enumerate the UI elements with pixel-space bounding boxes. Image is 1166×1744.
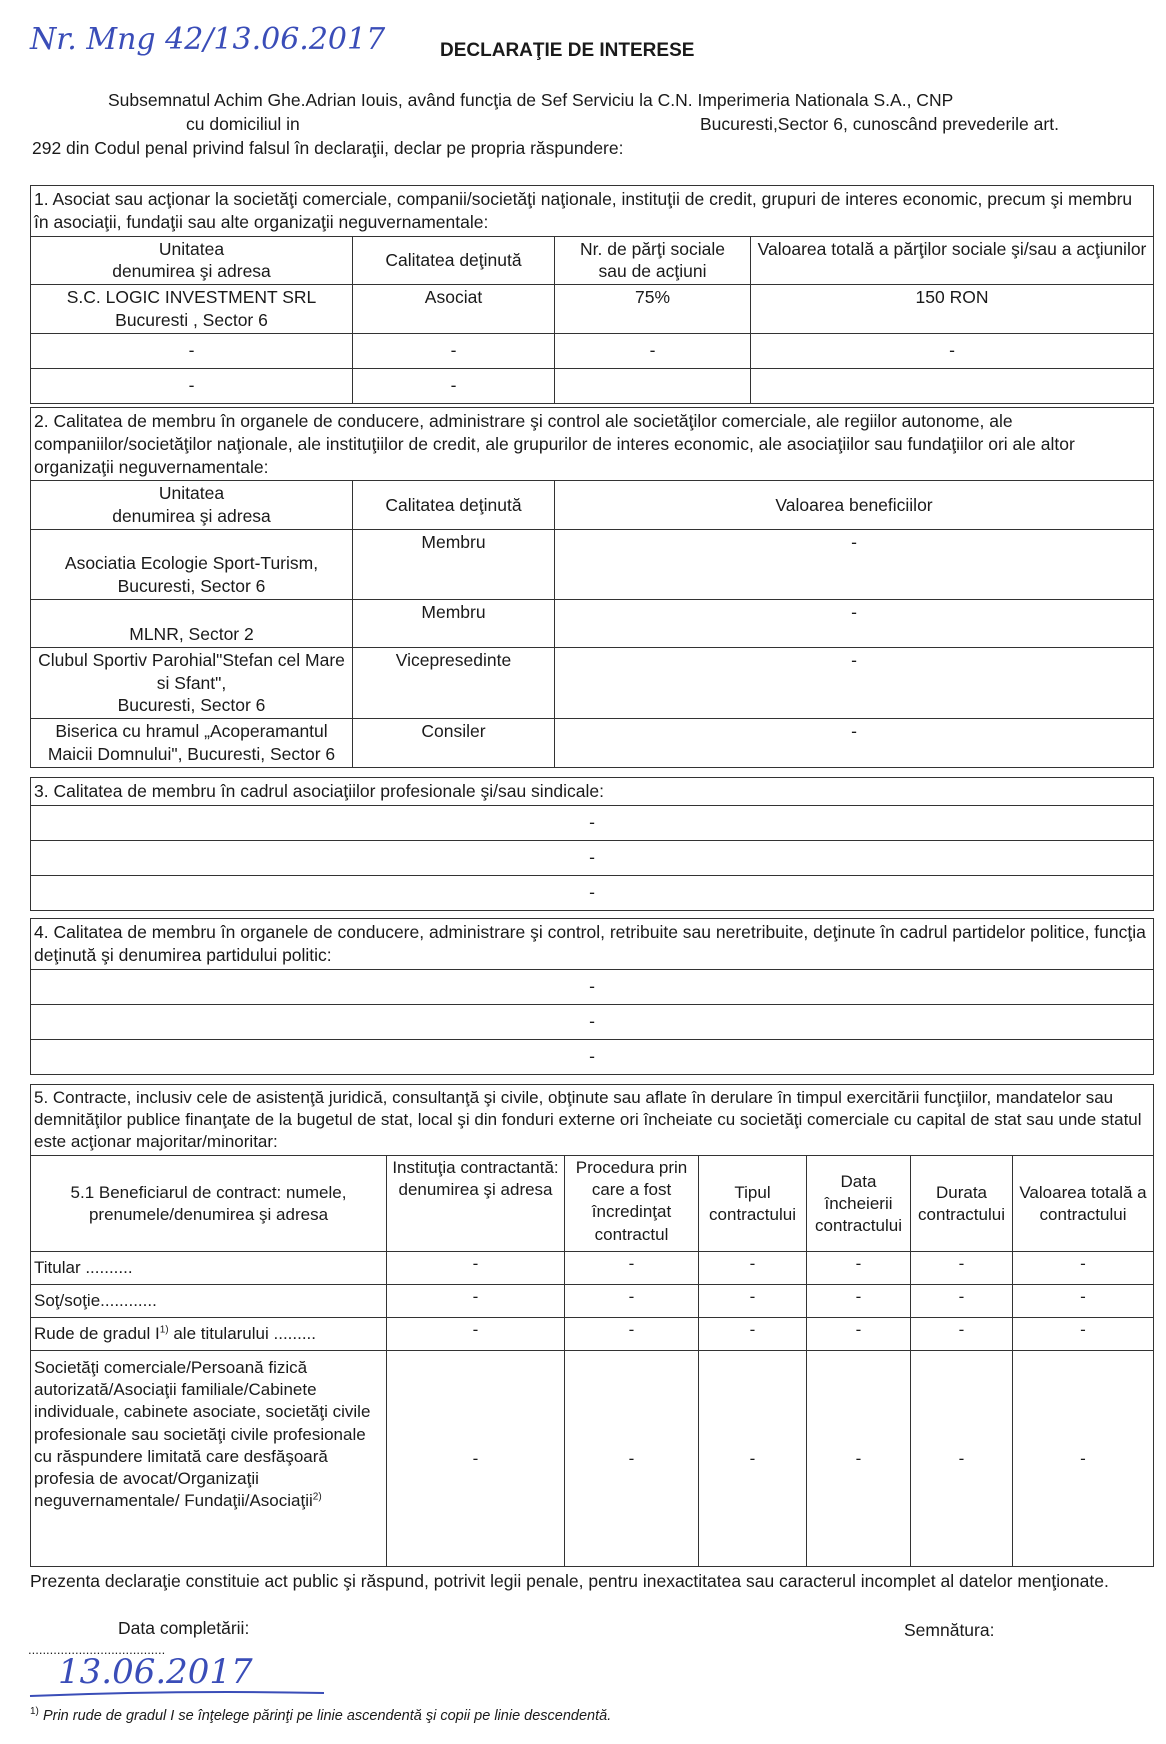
page-title: DECLARAŢIE DE INTERESE	[440, 40, 695, 61]
table-row	[31, 285, 1154, 334]
table-cell: -	[387, 1252, 565, 1285]
table-row	[31, 368, 1154, 403]
table-cell: -	[1013, 1318, 1154, 1351]
table-cell: -	[1013, 1252, 1154, 1285]
table-cell: -	[807, 1285, 911, 1318]
section-5	[30, 1084, 1154, 1567]
table-header: Valoarea beneficiilor	[555, 481, 1154, 530]
table-header-row	[31, 481, 1154, 530]
table-cell: -	[555, 719, 1154, 768]
table-row	[31, 1318, 1154, 1351]
section-4	[30, 918, 1154, 1075]
table-cell: S.C. LOGIC INVESTMENT SRL Bucuresti , Sector 6	[31, 285, 353, 334]
table-cell: -	[699, 1252, 807, 1285]
table-cell: -	[353, 368, 555, 403]
table-row	[31, 1351, 1154, 1567]
table-cell: -	[911, 1252, 1013, 1285]
table-header-row	[31, 1156, 1154, 1252]
section-2-table	[30, 480, 1154, 767]
table-cell: -	[565, 1252, 699, 1285]
table-header: Procedura prin care a fost încredinţat contractul	[565, 1156, 699, 1252]
table-header: Durata contractului	[911, 1156, 1013, 1252]
table-cell: -	[387, 1318, 565, 1351]
signature-label: Semnătura:	[904, 1620, 995, 1640]
table-cell: -	[31, 1039, 1154, 1074]
table-cell: -	[911, 1351, 1013, 1567]
table-cell: Asociat	[353, 285, 555, 334]
table-row	[31, 529, 1154, 599]
table-cell: -	[31, 875, 1154, 910]
table-header: Instituţia contractantă: denumirea şi adresa	[387, 1156, 565, 1252]
table-cell: -	[807, 1351, 911, 1567]
table-row	[31, 719, 1154, 768]
table-cell: -	[807, 1252, 911, 1285]
table-cell: -	[565, 1351, 699, 1567]
public-act-statement: Prezenta declaraţie constituie act public şi răspund, potrivit legii penale, pentru inexactitatea sau caracterul incomplet al datelor menţionate.	[30, 1571, 1109, 1591]
table-cell: -	[751, 333, 1154, 368]
table-cell	[555, 368, 751, 403]
section-3	[30, 777, 1154, 911]
intro-line-1: Subsemnatul Achim Ghe.Adrian Iouis, având funcţia de Sef Serviciu la C.N. Imperimeria Nationala S.A., CNP	[108, 90, 954, 110]
table-cell: -	[387, 1351, 565, 1567]
table-cell: -	[31, 333, 353, 368]
table-cell: -	[31, 368, 353, 403]
table-cell: Membru	[353, 599, 555, 647]
table-cell: -	[31, 805, 1154, 840]
table-cell	[751, 368, 1154, 403]
footnote-ref: 1)	[159, 1324, 169, 1336]
table-cell	[31, 1351, 387, 1567]
table-row	[31, 1004, 1154, 1039]
table-cell: Membru	[353, 529, 555, 599]
table-cell: Biserica cu hramul „Acoperamantul Maicii Domnului", Bucuresti, Sector 6	[31, 719, 353, 768]
table-cell: -	[353, 333, 555, 368]
companies-label: Societăţi comerciale/Persoană fizică autorizată/Asociaţii familiale/Cabinete individuale, cabinete asociate, societăţi civile profesionale sau societăţi civile profesionale cu răspundere limitată care desfăşoară profesia de avocat/Organizaţii neguvernamentale/ Fundaţii/Asociaţii	[34, 1358, 371, 1510]
table-row	[31, 969, 1154, 1004]
table-header: Valoarea totală a contractului	[1013, 1156, 1154, 1252]
table-cell: -	[565, 1285, 699, 1318]
section-2-heading: 2. Calitatea de membru în organele de conducere, administrare şi control ale societăţilor comerciale, ale regiilor autonome, ale companiilor/societăţilor naţionale, ale instituţiilor de credit, ale grupurilor de interes economic, ale asociaţiilor sau fundaţiilor ori ale altor organizaţii neguvernamentale:	[30, 407, 1154, 480]
date-dots: ......................................	[28, 1642, 166, 1657]
table-row	[31, 647, 1154, 718]
table-cell: -	[699, 1318, 807, 1351]
table-cell: Soţ/soţie............	[31, 1285, 387, 1318]
date-value: 13.06.2017	[58, 1652, 253, 1692]
table-cell: -	[31, 969, 1154, 1004]
table-header: Valoarea totală a părţilor sociale şi/sau a acţiunilor	[751, 236, 1154, 285]
table-cell: Asociatia Ecologie Sport-Turism, Bucuresti, Sector 6	[31, 529, 353, 599]
footnote-ref: 2)	[312, 1491, 322, 1503]
table-header: Calitatea deţinută	[353, 481, 555, 530]
registration-note: Nr. Mng 42/13.06.2017	[30, 22, 386, 57]
section-1	[30, 185, 1154, 404]
table-cell: -	[699, 1285, 807, 1318]
table-cell: -	[31, 1004, 1154, 1039]
section-5-heading: 5. Contracte, inclusiv cele de asistenţă juridică, consultanţă şi civile, obţinute sau aflate în derulare în timpul exercitării funcţiilor, mandatelor sau demnităţilor publice finanţate de la bugetul de stat, local şi din fonduri externe ori încheiate cu societăţi comerciale cu capital de stat sau unde statul este acţionar majoritar/minoritar:	[30, 1084, 1154, 1155]
intro-line-2-left: cu domiciliul in	[186, 114, 300, 134]
table-cell: 150 RON	[751, 285, 1154, 334]
date-label: Data completării:	[118, 1618, 250, 1638]
table-row	[31, 333, 1154, 368]
table-header: Calitatea deţinută	[353, 236, 555, 285]
section-3-table	[30, 805, 1154, 911]
table-cell: Vicepresedinte	[353, 647, 555, 718]
date-underline	[28, 1690, 328, 1700]
table-cell: -	[31, 840, 1154, 875]
table-header: Unitatea denumirea şi adresa	[31, 236, 353, 285]
table-cell: -	[555, 647, 1154, 718]
relatives-label: Rude de gradul I	[34, 1324, 160, 1344]
table-cell: -	[555, 529, 1154, 599]
intro-line-3: 292 din Codul penal privind falsul în declaraţii, declar pe propria răspundere:	[32, 138, 624, 158]
footnote-marker: 1)	[30, 1706, 39, 1717]
section-1-table	[30, 236, 1154, 404]
table-header: Tipul contractului	[699, 1156, 807, 1252]
section-4-heading: 4. Calitatea de membru în organele de conducere, administrare şi control, retribuite sau neretribuite, deţinute în cadrul partidelor politice, funcţia deţinută şi denumirea partidului politic:	[30, 918, 1154, 969]
table-cell: Clubul Sportiv Parohial"Stefan cel Mare si Sfant", Bucuresti, Sector 6	[31, 647, 353, 718]
table-cell: -	[1013, 1285, 1154, 1318]
table-cell	[31, 1318, 387, 1351]
table-cell: MLNR, Sector 2	[31, 599, 353, 647]
footnote-1	[30, 1706, 611, 1724]
table-cell: Consiler	[353, 719, 555, 768]
table-cell: -	[699, 1351, 807, 1567]
section-1-heading: 1. Asociat sau acţionar la societăţi comerciale, companii/societăţi naţionale, instituţii de credit, grupuri de interes economic, precum şi membru în asociaţii, fundaţii sau alte organizaţii neguvernamentale:	[30, 185, 1154, 236]
table-header: Data încheierii contractului	[807, 1156, 911, 1252]
footnote-text: Prin rude de gradul I se înţelege părinţi pe linie ascendentă şi copii pe linie descendentă.	[42, 1707, 612, 1724]
table-cell: Titular ..........	[31, 1252, 387, 1285]
table-cell: -	[555, 599, 1154, 647]
table-cell: 75%	[555, 285, 751, 334]
section-5-table	[30, 1155, 1154, 1567]
section-3-heading: 3. Calitatea de membru în cadrul asociaţiilor profesionale şi/sau sindicale:	[30, 777, 1154, 805]
table-row	[31, 599, 1154, 647]
table-row	[31, 840, 1154, 875]
table-cell: -	[387, 1285, 565, 1318]
table-cell: -	[911, 1318, 1013, 1351]
table-row	[31, 1285, 1154, 1318]
relatives-suffix: ale titularului .........	[168, 1324, 317, 1344]
table-row	[31, 805, 1154, 840]
table-cell: -	[807, 1318, 911, 1351]
table-row	[31, 1039, 1154, 1074]
section-4-table	[30, 969, 1154, 1075]
table-header: 5.1 Beneficiarul de contract: numele, prenumele/denumirea şi adresa	[31, 1156, 387, 1252]
table-header-row	[31, 236, 1154, 285]
table-cell: -	[911, 1285, 1013, 1318]
table-header: Nr. de părţi sociale sau de acţiuni	[555, 236, 751, 285]
intro-line-2-right: Bucuresti,Sector 6, cunoscând prevederile art.	[700, 114, 1059, 134]
table-header: Unitatea denumirea şi adresa	[31, 481, 353, 530]
table-cell: -	[555, 333, 751, 368]
table-row	[31, 875, 1154, 910]
table-cell: -	[565, 1318, 699, 1351]
table-cell: -	[1013, 1351, 1154, 1567]
section-2	[30, 407, 1154, 768]
table-row	[31, 1252, 1154, 1285]
